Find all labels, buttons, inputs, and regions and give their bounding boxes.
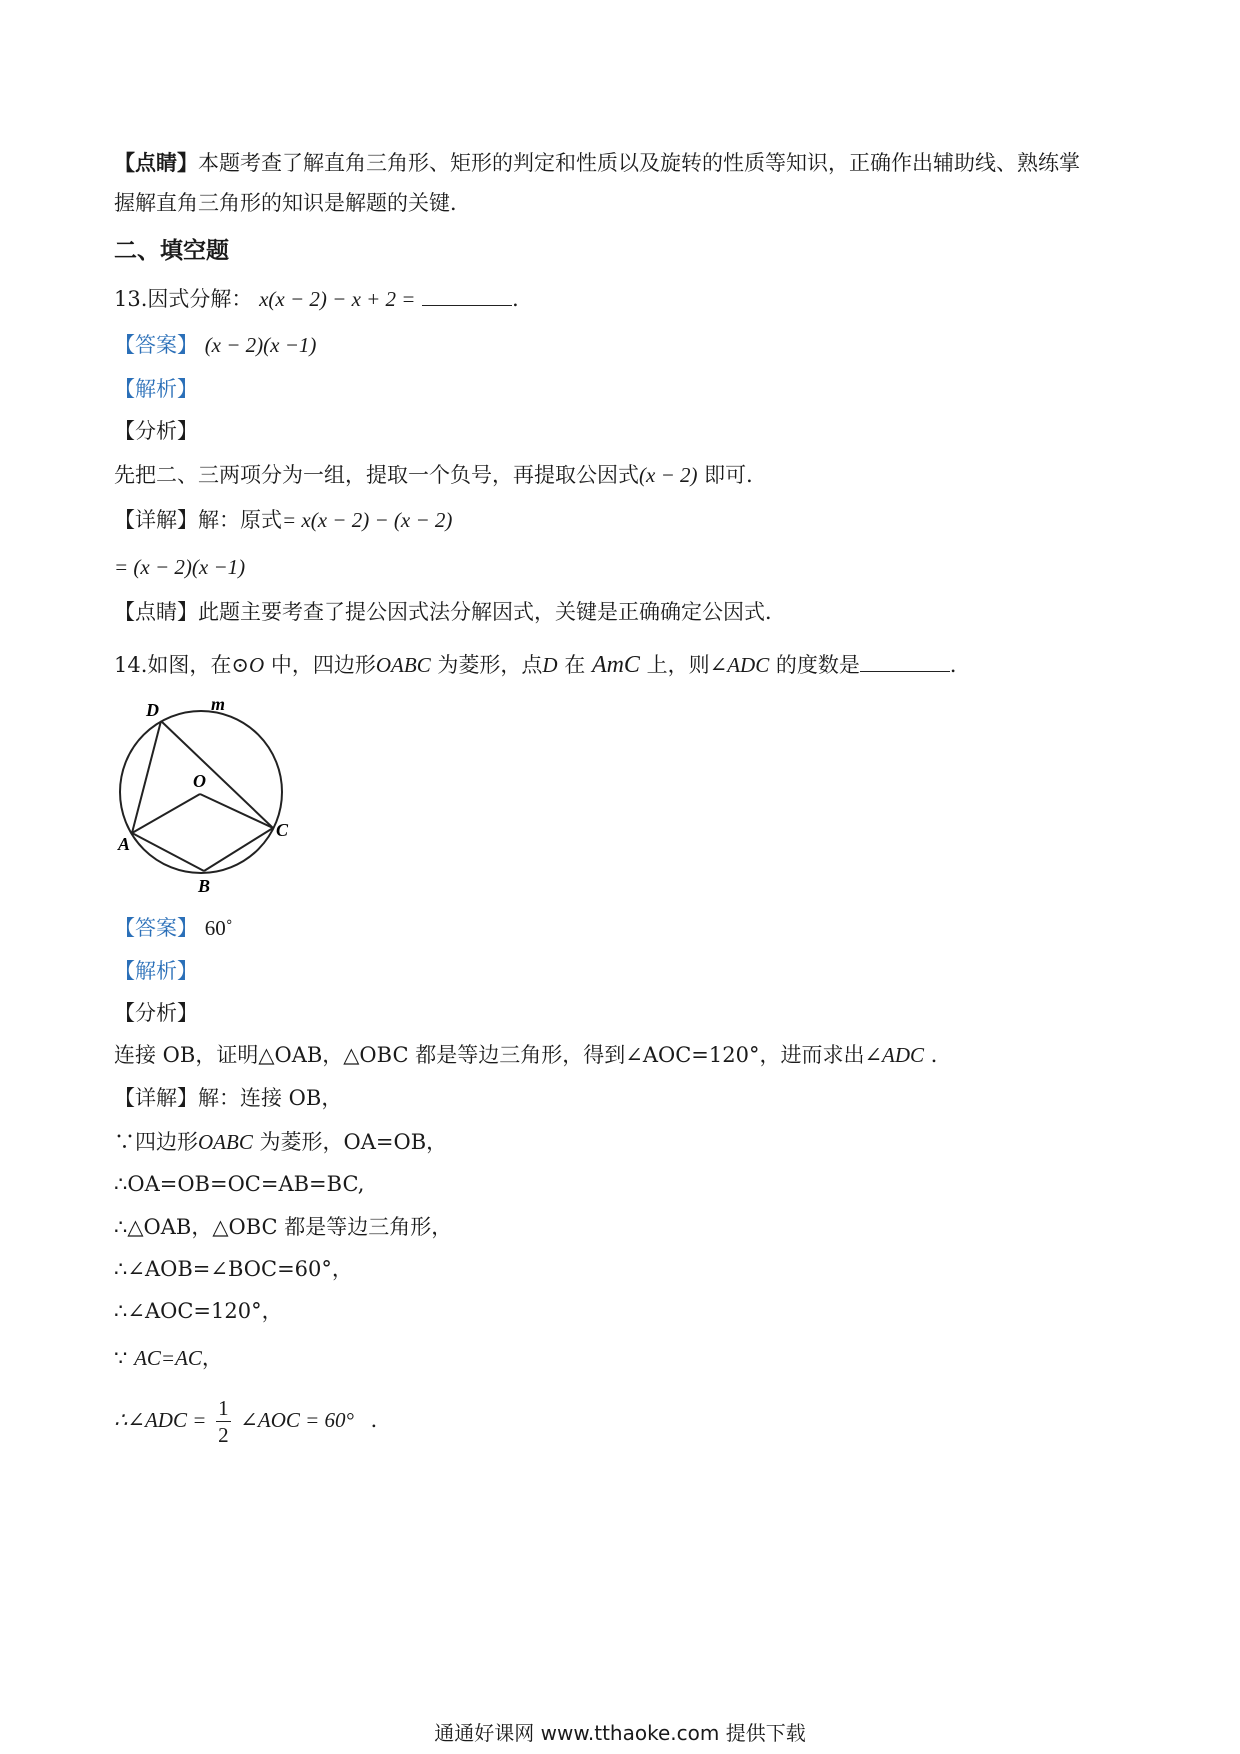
q13-period: ． xyxy=(512,287,534,311)
q14-p2: 中，四边形 xyxy=(270,653,376,677)
q14-s6-math: AC=AC xyxy=(134,1346,202,1370)
q14-fenxi-tag: 【分析】 xyxy=(114,1001,198,1025)
label-B: B xyxy=(198,876,211,896)
q13-fenxi-end: 即可． xyxy=(704,463,768,487)
q14-s1-post: 为菱形，OA=OB， xyxy=(259,1130,448,1154)
q13-dianjing-tag: 【点睛】 xyxy=(114,600,198,624)
q14-p1: 14.如图，在 xyxy=(114,653,232,677)
segment-OA xyxy=(132,794,200,833)
q14-step-2: ∴OA=OB=OC=AB=BC, xyxy=(114,1172,365,1196)
q13-answer-value: (x − 2)(x −1) xyxy=(204,333,317,357)
q14-s1-pre: ∵四边形 xyxy=(114,1130,198,1154)
fraction-denominator: 2 xyxy=(218,1423,229,1447)
q14-xiangjie-tag: 【详解】 xyxy=(114,1086,198,1110)
q14-answer xyxy=(114,913,233,943)
label-A: A xyxy=(118,834,131,854)
q14-p5: 上，则 xyxy=(646,653,710,677)
q14-D: D xyxy=(542,653,558,677)
q13-xiangjie-expr: = x(x − 2) − (x − 2) xyxy=(282,508,453,532)
label-C: C xyxy=(276,820,289,840)
page-footer: 通通好课网 www.tthaoke.com 提供下载 xyxy=(434,1721,806,1745)
segment-DA xyxy=(132,721,161,833)
q14-s1-math: OABC xyxy=(198,1130,253,1154)
q13-xiangjie xyxy=(114,505,452,535)
q14-jiexi-tag: 【解析】 xyxy=(114,959,198,983)
q14-s7-post: ∠AOC = 60° xyxy=(240,1408,354,1432)
q13-fenxi-expr: (x − 2) xyxy=(639,463,698,487)
q14-answer-value: 60˚ xyxy=(204,916,233,940)
q13-blank xyxy=(422,285,512,306)
q14-answer-tag: 【答案】 xyxy=(114,916,198,940)
q13-answer xyxy=(114,330,316,360)
q13-fenxi-text: 先把二、三两项分为一组，提取一个负号，再提取公因式 xyxy=(114,463,639,487)
q14-OABC: OABC xyxy=(375,653,431,677)
dianjing-line-1 xyxy=(114,148,1080,178)
q14-fenxi xyxy=(114,1040,952,1070)
dianjing-line-2 xyxy=(114,188,471,218)
q13-prefix: 13.因式分解： xyxy=(114,287,253,311)
dianjing-text-1: 本题考查了解直角三角形、矩形的判定和性质以及旋转的性质等知识，正确作出辅助线、熟练掌 xyxy=(198,151,1080,175)
q14-step-6 xyxy=(114,1343,223,1373)
q13-fenxi-tag: 【分析】 xyxy=(114,419,198,443)
q14-s7-fraction xyxy=(216,1395,231,1448)
q14-fenxi-end: ． xyxy=(930,1043,952,1067)
q13-answer-tag: 【答案】 xyxy=(114,333,198,357)
q14-O: O xyxy=(249,653,265,677)
q14-xiangjie xyxy=(114,1083,342,1113)
q14-s7-pre: ∴∠ADC = xyxy=(114,1408,207,1432)
q14-blank xyxy=(860,651,950,672)
q14-p4: 在 xyxy=(564,653,586,677)
label-m: m xyxy=(211,694,226,714)
segment-OC xyxy=(200,794,273,828)
q14-s6-post: ， xyxy=(201,1346,223,1370)
q14-step-4: ∴∠AOB=∠BOC=60°， xyxy=(114,1257,353,1281)
dianjing-text-2: 握解直角三角形的知识是解题的关键． xyxy=(114,191,471,215)
q13-fenxi xyxy=(114,460,767,490)
q14-step-1 xyxy=(114,1127,447,1157)
q14-s6-pre: ∵ xyxy=(114,1346,128,1370)
fraction-numerator: 1 xyxy=(218,1396,229,1420)
q13-dianjing-text: 此题主要考查了提公因式法分解因式，关键是正确确定公因式． xyxy=(198,600,786,624)
q13-step-2: = (x − 2)(x −1) xyxy=(114,555,246,579)
section-title: 二、填空题 xyxy=(114,237,229,264)
q14-s7-end: ． xyxy=(370,1408,392,1432)
q14-step-3: ∴△OAB，△OBC 都是等边三角形， xyxy=(114,1215,453,1239)
q13-question xyxy=(114,284,533,314)
dianjing-tag: 【点睛】 xyxy=(114,150,198,175)
q14-step-5: ∴∠AOC=120°， xyxy=(114,1299,283,1323)
q14-fenxi-text: 连接 OB，证明△OAB，△OBC 都是等边三角形，得到∠AOC=120°，进而求出 xyxy=(114,1043,865,1067)
q13-xiangjie-tag: 【详解】 xyxy=(114,508,198,532)
q13-jiexi-tag: 【解析】 xyxy=(114,377,198,401)
q14-p3: 为菱形，点 xyxy=(437,653,543,677)
q13-xiangjie-text: 解：原式 xyxy=(198,508,282,532)
q14-xiangjie-text: 解：连接 OB， xyxy=(198,1086,343,1110)
q14-period: ． xyxy=(949,653,971,677)
q14-step-7 xyxy=(114,1390,392,1450)
label-O: O xyxy=(193,771,206,791)
q13-expression: x(x − 2) − x + 2 = xyxy=(259,287,416,311)
q14-circle-symbol: ⊙ xyxy=(231,653,250,677)
q14-arc-AmC: AmC xyxy=(591,652,640,678)
label-D: D xyxy=(146,700,159,720)
q14-angle: ∠ADC xyxy=(709,653,770,677)
q14-circle-figure xyxy=(110,692,310,902)
q13-dianjing xyxy=(114,597,786,627)
q14-p6: 的度数是 xyxy=(775,653,860,677)
segment-DC xyxy=(161,721,273,828)
q14-question xyxy=(114,650,971,680)
circle-outline xyxy=(120,711,282,873)
q14-fenxi-angle: ∠ADC xyxy=(864,1043,925,1067)
